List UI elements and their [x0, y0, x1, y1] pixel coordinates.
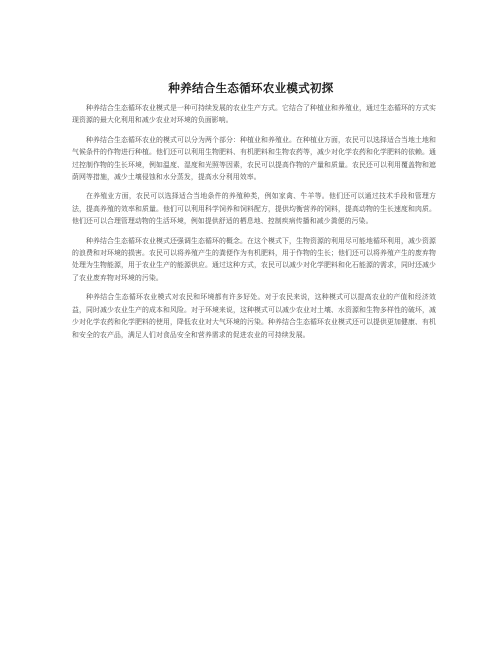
paragraph-3: 在养殖业方面，农民可以选择适合当地条件的养殖种类，例如家禽、牛羊等。他们还可以通过技术手段和管理方法，提高养殖的效率和质量。他们可以利用科学饲养和饲料配方，提供均衡营养的饲料，提高动物的生长速度和肉质。他们还可以合理管理动物的生活环境，例如提供舒适的栖息地、控制疾病传播和减少粪便的污染。	[72, 192, 436, 226]
paragraph-5: 种养结合生态循环农业模式对农民和环境都有许多好处。对于农民来说，这种模式可以提高农业的产值和经济效益，同时减少农业生产的成本和风险。对于环境来说，这种模式可以减少农业对土壤、水资源和生物多样性的破坏，减少对化学农药和化学肥料的使用，降低农业对大气环境的污染。种养结合生态循环农业模式还可以提供更加健康、有机和安全的农产品，满足人们对食品安全和营养需求的促进农业的可持续发展。	[72, 293, 436, 339]
document-body	[72, 102, 436, 348]
paragraph-2: 种养结合生态循环农业的模式可以分为两个部分：种植业和养殖业。在种植业方面，农民可以选择适合当地土地和气候条件的作物进行种植。他们还可以利用生物肥料、有机肥料和生物农药等，减少对化学农药和化学肥料的依赖。通过控制作物的生长环境，例如温度、湿度和光照等因素，农民可以提高作物的产量和质量。农民还可以利用覆盖物和遮荫网等措施，减少土壤侵蚀和水分蒸发，提高水分利用效率。	[72, 135, 436, 182]
document-title: 种养结合生态循环农业模式初探	[168, 81, 334, 95]
paragraph-1: 种养结合生态循环农业模式是一种可持续发展的农业生产方式。它结合了种植业和养殖业，通过生态循环的方式实现资源的最大化利用和减少农业对环境的负面影响。	[72, 104, 436, 125]
paragraph-4: 种养结合生态循环农业模式还强调生态循环的概念。在这个模式下，生物资源的利用尽可能地循环利用，减少资源的浪费和对环境的损害。农民可以将养殖产生的粪便作为有机肥料，用于作物的生长；他们还可以将养殖产生的废弃物处理为生物能源，用于农业生产的能源供应。通过这种方式，农民可以减少对化学肥料和化石能源的需求，同时还减少了农业废弃物对环境的污染。	[72, 236, 436, 282]
